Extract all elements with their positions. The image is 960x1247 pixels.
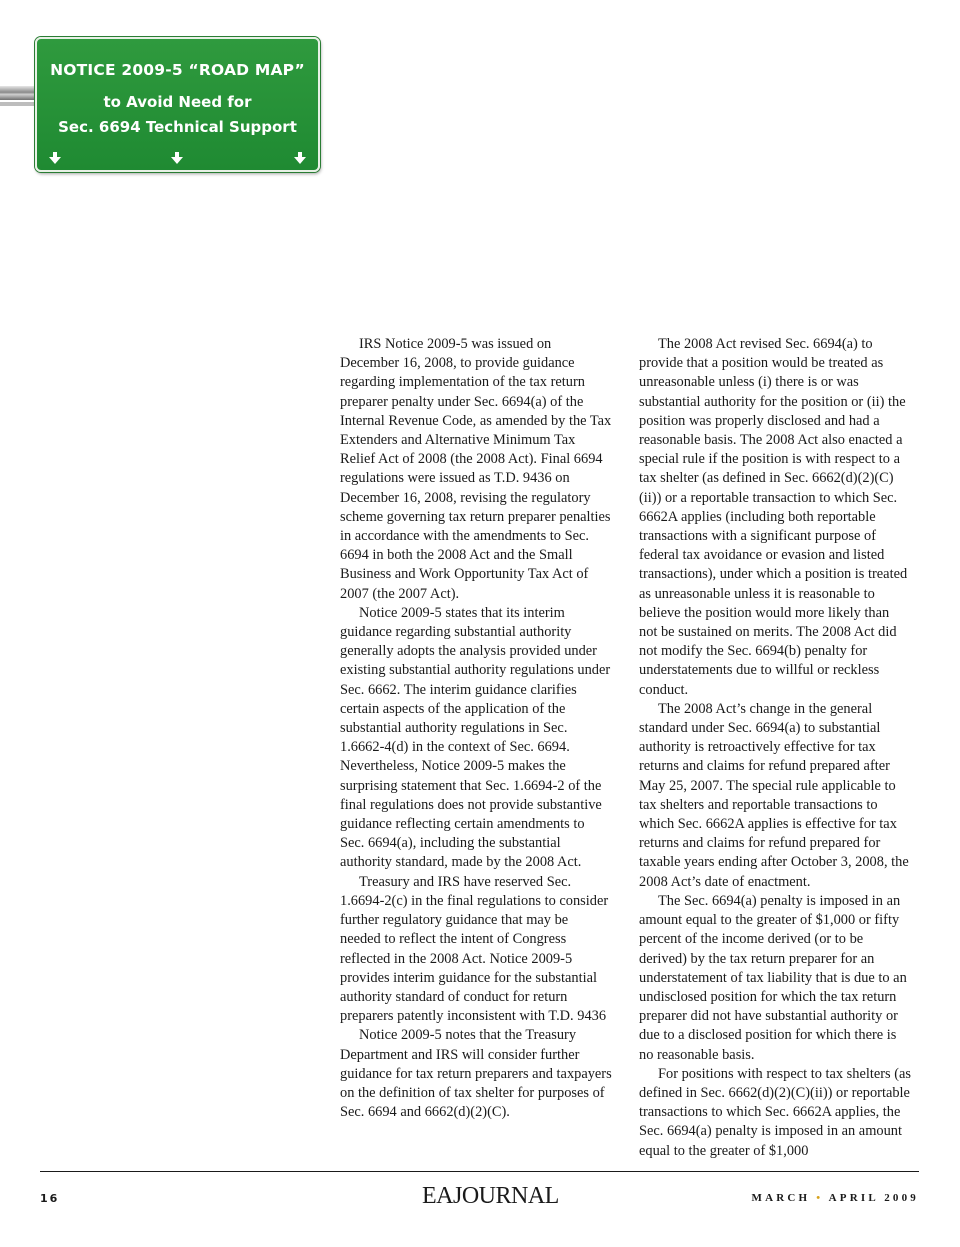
- issue-month-1: MARCH: [751, 1192, 811, 1204]
- paragraph: The 2008 Act’s change in the general standard under Sec. 6694(a) to substantial authority is retroactively effective for tax returns and claims for refund prepared after May 25, 2007. The special rule applicable to tax shelters and reportable transactions to which Sec. 6662A applies is effective for tax returns and claims for refund prepared for taxable years ending after October 3, 2008, the 2008 Act’s date of enactment.: [639, 700, 909, 890]
- issue-month-2: APRIL 2009: [828, 1192, 919, 1204]
- down-arrow-icon: [48, 151, 62, 165]
- paragraph: Notice 2009-5 notes that the Treasury Department and IRS will consider further guidance for tax return preparers and taxpayers on the definition of tax shelter for purposes of Sec. 6694 and 6662(d)(2)(C).: [340, 1027, 612, 1121]
- paragraph: Notice 2009-5 states that its interim guidance regarding substantial authority generally adopts the analysis provided under existing substantial authority regulations under Sec. 6662. The interim guidance clarifies certain aspects of the application of the substantial authority regulations in Sec. 1.6662-4(d) in the context of Sec. 6694. Nevertheless, Notice 2009-5 makes the surprising statement that Sec. 1.6694-2 of the final regulations does not provide substantive guidance reflecting certain amendments to Sec. 6694(a), including the substantial authority standard, made by the 2008 Act.: [340, 604, 611, 871]
- paragraph: For positions with respect to tax shelters (as defined in Sec. 6662(d)(2)(C)(ii)) or reportable transactions to which Sec. 6662A applies, the Sec. 6694(a) penalty is imposed in an amount equal to the greater of $1,000: [639, 1065, 911, 1159]
- sign-title: NOTICE 2009-5 “ROAD MAP”: [50, 61, 305, 79]
- paragraph: IRS Notice 2009-5 was issued on December 16, 2008, to provide guidance regarding implementation of the tax return preparer penalty under Sec. 6694(a) of the Internal Revenue Code, as amended by the Tax Extenders and Alternative Minimum Tax Relief Act of 2008 (the 2008 Act). Final 6694 regulations were issued as T.D. 9436 on December 16, 2008, revising the regulatory scheme governing tax return preparer penalties in accordance with the amendments to Sec. 6694 in both the 2008 Act and the Small Business and Work Opportunity Tax Act of 2007 (the 2007 Act).: [340, 336, 612, 602]
- paragraph: The 2008 Act revised Sec. 6694(a) to provide that a position would be treated as unreasonable unless (i) there is or was substantial authority for the position or (ii) the position was properly disclosed and had a reasonable basis. The 2008 Act also enacted a special rule if the position is with respect to a tax shelter (as defined in Sec. 6662(d)(2)(C)(ii)) or a reportable transaction to which Sec. 6662A applies (including both reportable transactions with a significant purpose of federal tax avoidance or evasion and listed transactions), under which a position is treated as unreasonable unless it is reasonable to believe the position would more likely than not be sustained on merits. The 2008 Act did not modify the Sec. 6694(b) penalty for understatements due to willful or reckless conduct.: [639, 336, 908, 698]
- article-column-right: [639, 335, 911, 1161]
- sign-pole-shadow: [0, 102, 40, 106]
- paragraph: Treasury and IRS have reserved Sec. 1.6694-2(c) in the final regulations to consider further regulatory guidance that may be needed to reflect the intent of Congress reflected in the 2008 Act. Notice 2009-5 provides interim guidance for the substantial authority standard of conduct for return preparers patently inconsistent with T.D. 9436: [340, 873, 609, 1025]
- down-arrow-icon: [170, 151, 184, 165]
- issue-separator: •: [816, 1192, 824, 1204]
- footer-rule: [40, 1171, 919, 1172]
- issue-date: [751, 1192, 919, 1204]
- sign-subtitle-line1: to Avoid Need for: [103, 93, 252, 111]
- page-number: 16: [40, 1192, 60, 1205]
- sign-subtitle-line2: Sec. 6694 Technical Support: [58, 118, 297, 136]
- sign-pole: [0, 86, 40, 100]
- road-map-sign: [35, 37, 320, 172]
- ea-journal-logo: EAJOURNAL: [422, 1183, 559, 1209]
- article-column-left: [340, 335, 612, 1122]
- down-arrow-icon: [293, 151, 307, 165]
- paragraph: The Sec. 6694(a) penalty is imposed in an amount equal to the greater of $1,000 or fifty percent of the income derived (or to be derived) by the tax return preparer for an understatement of tax liability that is due to an undisclosed position for which the tax return preparer did not have substantial authority or due to a disclosed position for which there is no reasonable basis.: [639, 892, 907, 1063]
